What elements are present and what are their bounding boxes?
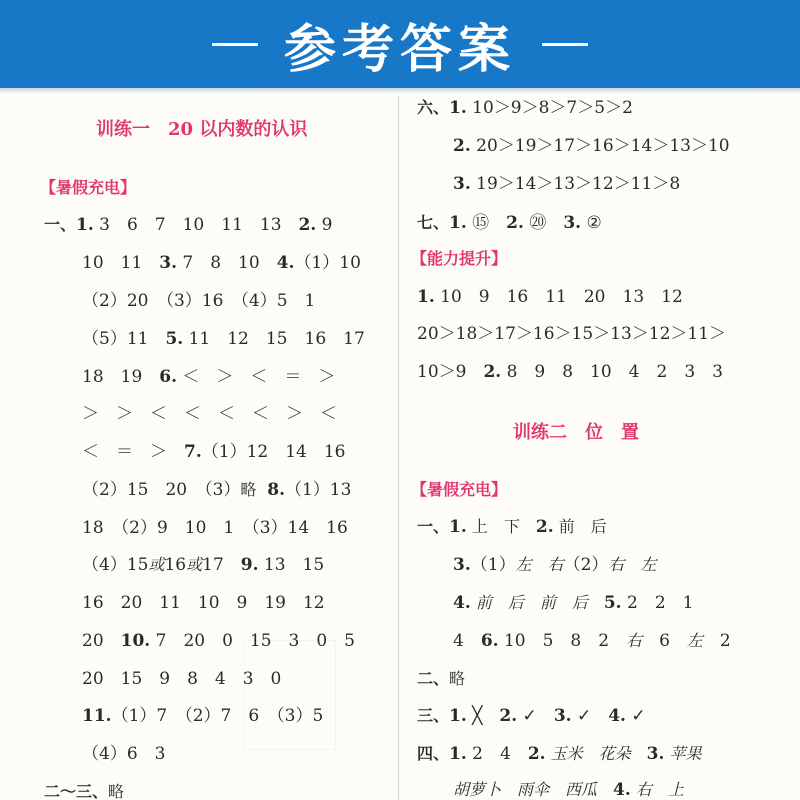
answer-line: ＞ ＞ ＜ ＜ ＜ ＜ ＞ ＜ [82, 404, 337, 424]
answer-line: 20＞18＞17＞16＞15＞13＞12＞11＞ [417, 324, 727, 344]
answer-line: 二～三、略 [44, 782, 125, 800]
answer-line: 3. 19＞14＞13＞12＞11＞8 [453, 174, 681, 194]
answer-line: 1. 10 9 16 11 20 13 12 [417, 287, 683, 307]
section-tag-ability: 【能力提升】 [411, 249, 508, 268]
answer-line: （5）11 5. 11 12 15 16 17 [82, 329, 365, 349]
answer-line: （2）20 （3）16 （4）5 1 [82, 291, 316, 311]
banner-shadow [0, 88, 800, 94]
answer-line: （2）15 20 （3）略 8.（1）13 [82, 480, 352, 500]
answer-line: 四、1. 2 4 2. 玉米 花朵 3. 苹果 [417, 744, 702, 764]
answer-line: 胡萝卜 雨伞 西瓜 4. 右 上 [453, 780, 684, 800]
answer-line: 三、1. ╳ 2. ✓ 3. ✓ 4. ✓ [417, 706, 646, 726]
banner-dash-right [542, 43, 588, 46]
answer-line: 10 11 3. 7 8 10 4.（1）10 [82, 253, 361, 273]
answer-line: 一、1. 3 6 7 10 11 13 2. 9 [44, 215, 333, 235]
section-tag-summer: 【暑假充电】 [40, 178, 137, 197]
answer-line: 20 10. 7 20 0 15 3 0 5 [82, 631, 355, 651]
faint-background-mark [244, 640, 336, 750]
section-title-training-2: 训练二 位 置 [513, 422, 639, 443]
page-title: 参考答案 [283, 19, 516, 80]
answer-line: 二、略 [417, 669, 466, 688]
answer-line: 4 6. 10 5 8 2 右 6 左 2 [453, 631, 731, 651]
answer-line: 4. 前 后 前 后 5. 2 2 1 [453, 593, 694, 613]
header-banner [0, 0, 800, 88]
answer-line: （4）15或16或17 9. 13 15 [82, 555, 325, 575]
answer-line: 六、1. 10＞9＞8＞7＞5＞2 [417, 98, 633, 118]
answer-line: 10＞9 2. 8 9 8 10 4 2 3 3 [417, 362, 723, 382]
answer-line: 七、1. ⑮ 2. ⑳ 3. ② [417, 213, 602, 233]
answer-line: 11.（1）7 （2）7 6 （3）5 [82, 706, 324, 726]
column-divider [398, 96, 399, 800]
answer-line: 3.（1）左 右（2）右 左 [453, 555, 657, 575]
answer-line: 18 （2）9 10 1 （3）14 16 [82, 518, 348, 538]
answer-line: 16 20 11 10 9 19 12 [82, 593, 325, 613]
section-title-training-1: 训练一 20 以内数的认识 [96, 119, 308, 140]
answer-line: （4）6 3 [82, 744, 166, 764]
banner-dash-left [212, 43, 258, 46]
answer-line: 2. 20＞19＞17＞16＞14＞13＞10 [453, 136, 730, 156]
answer-line: 18 19 6. ＜ ＞ ＜ ＝ ＞ [82, 367, 336, 387]
section-tag-summer-2: 【暑假充电】 [411, 480, 508, 499]
answer-line: 20 15 9 8 4 3 0 [82, 669, 282, 689]
answer-line: ＜ ＝ ＞ 7.（1）12 14 16 [82, 442, 346, 462]
answer-line: 一、1. 上 下 2. 前 后 [417, 517, 607, 537]
